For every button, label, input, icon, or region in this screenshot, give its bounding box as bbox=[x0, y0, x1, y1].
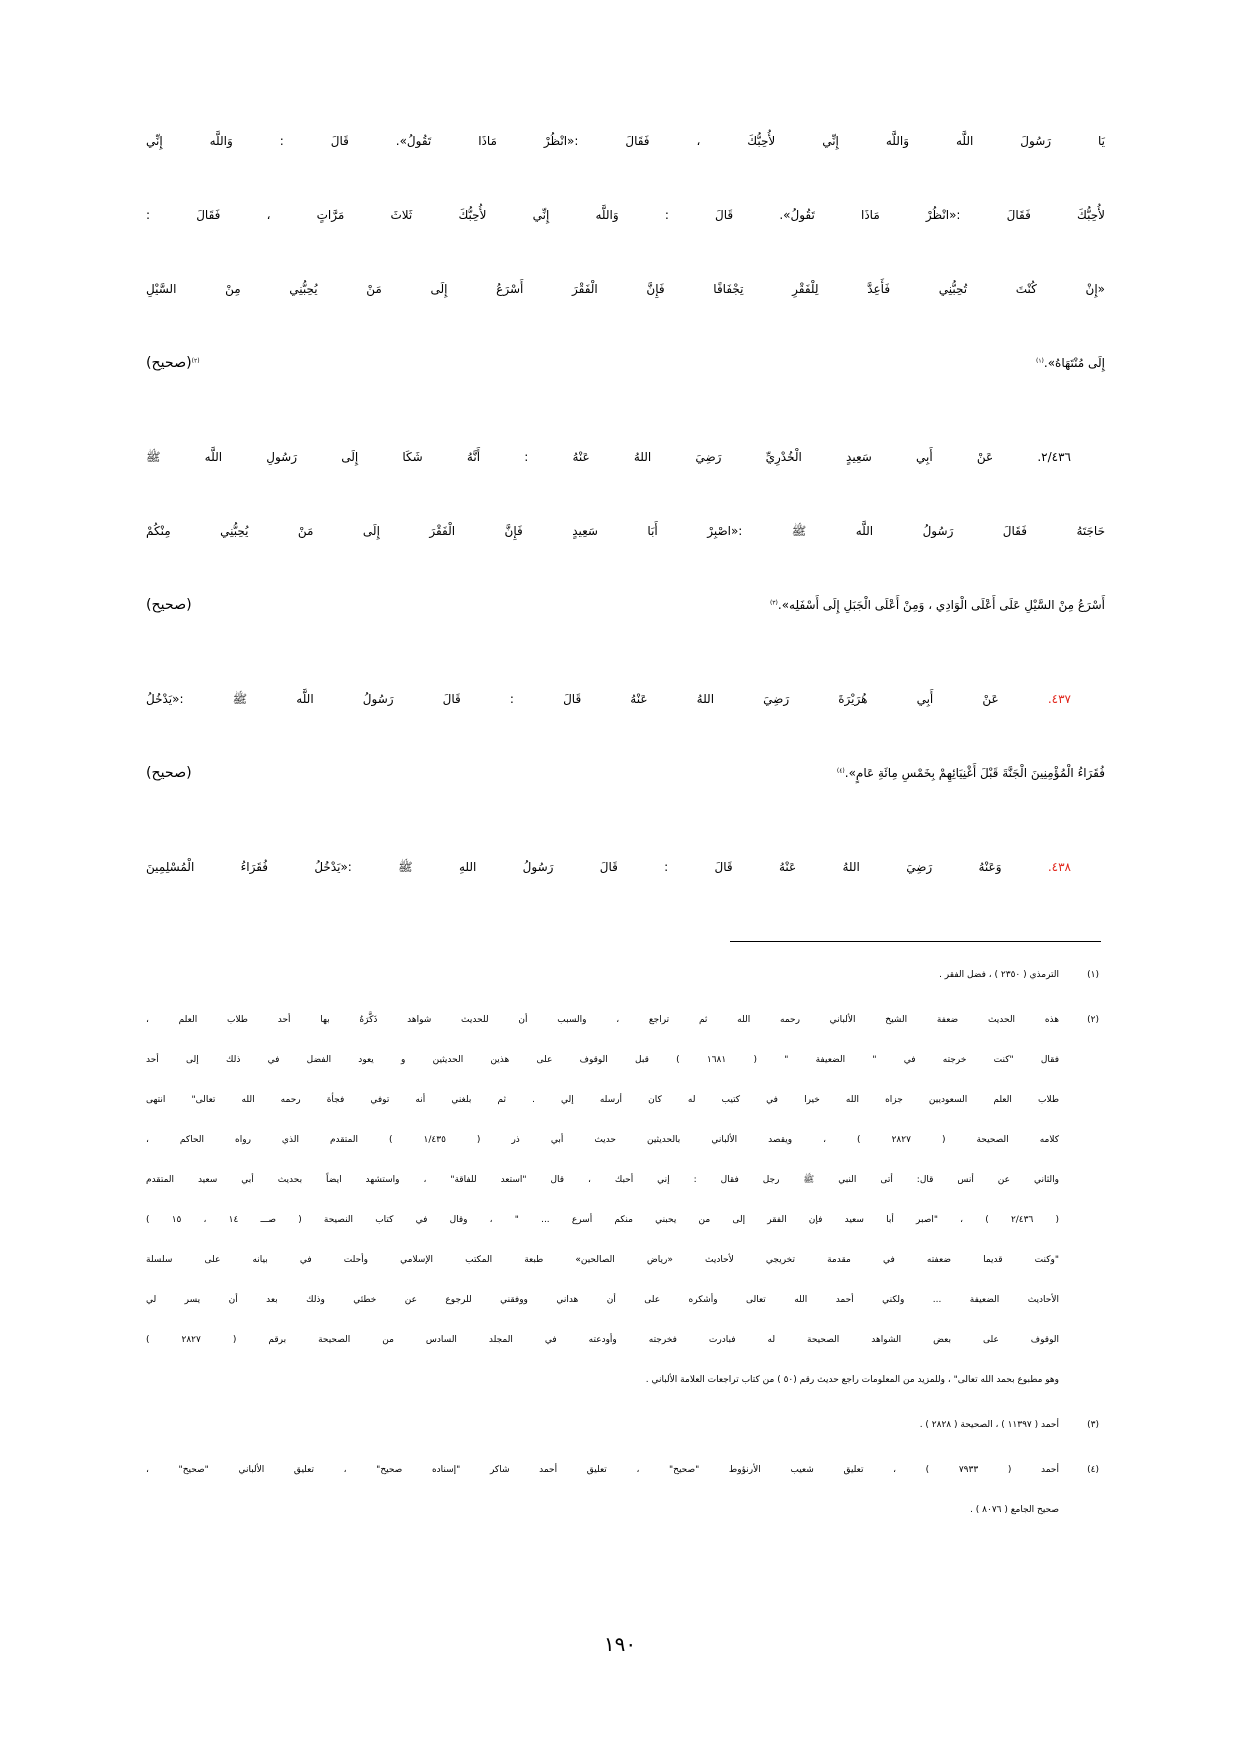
text-segment: عَنْ أَبِي سَعِيدٍ الْخُدْرِيِّ رَضِيَ اللهُ عَنْهُ : أَنَّهُ شَكَا إِلَى رَسُولِ اللَّه ﷺ bbox=[146, 450, 994, 464]
footnote-separator bbox=[730, 941, 1101, 942]
text-segment bbox=[837, 736, 1105, 810]
paragraph-hadith-437 bbox=[146, 662, 1105, 810]
footnote-line bbox=[146, 955, 1099, 995]
footnote-line bbox=[146, 1405, 1099, 1445]
paragraph-hadith-436 bbox=[146, 420, 1105, 642]
footnote-text: أحمد ( ٧٩٣٣ ) ، تعليق شعيب الأرنؤوط "صحيح" ، تعليق أحمد شاكر "إسناده صحيح" ، تعليق الألباني "صحيح" ، bbox=[146, 1465, 1059, 1475]
grade-label: (صحيح) bbox=[146, 355, 192, 371]
footnote-4 bbox=[146, 1450, 1099, 1530]
footnote-text: هذه الحديث ضعفة الشيخ الألباني رحمه الله ثم تراجع ، والسبب أن للحديث شواهد ذَكَّرَهُ بها أحد طلاب العلم ، bbox=[146, 1015, 1059, 1025]
text-line-with-grade bbox=[146, 736, 1105, 810]
main-text bbox=[146, 104, 1105, 924]
footnote-line: الأحاديث الضعيفة ... ولكني أحمد الله تعالى وأشكره على أن هداني ووفقني للرجوع عن خطئي وذلك بعد أن يسر لي bbox=[146, 1295, 1059, 1305]
footnote-ref: (٢) bbox=[191, 357, 200, 365]
paragraph-hadith-continuation bbox=[146, 104, 1105, 400]
footnote-marker: (٢) bbox=[1087, 1015, 1099, 1025]
footnote-line: "وكنت قديما ضعفته في مقدمة تخريجي لأحاديث «رياض الصالحين» طبعة المكتب الإسلامي وأحلت في بيانه على سلسلة bbox=[146, 1255, 1059, 1265]
footnote-marker: (٣) bbox=[1087, 1420, 1099, 1430]
footnote-line: والثاني عن أنس قال: أتى النبي ﷺ رجل فقال : إني أحبك ، قال "استعد للفاقة" ، واستشهد ايضاً بحديث أبي سعيد المتقدم bbox=[146, 1175, 1059, 1185]
footnotes bbox=[146, 955, 1099, 1535]
text-line bbox=[146, 830, 1105, 904]
footnote-line: وهو مطبوع بحمد الله تعالى" ، وللمزيد من المعلومات راجع حديث رقم (٥٠ ) من كتاب تراجعات العلامة الألباني . bbox=[645, 1375, 1059, 1385]
footnote-line: طلاب العلم السعوديين جزاه الله خيرا في كتيب له كان أرسله إلي . ثم بلغني أنه توفي فجأة رحمه الله تعالى" انتهى bbox=[146, 1095, 1059, 1105]
text-line: حَاجَتَهُ فَقَالَ رَسُولُ اللَّه ﷺ :«اصْبِرْ أَبَا سَعِيدٍ فَإِنَّ الْفَقْرَ إِلَى مَنْ يُحِبُّنِي مِنْكُمْ bbox=[146, 524, 1105, 538]
text-line-with-grade bbox=[146, 568, 1105, 642]
footnote-line bbox=[146, 1000, 1099, 1040]
footnote-ref: (١) bbox=[1035, 357, 1044, 365]
hadith-number: ٤٣٧. bbox=[1047, 692, 1071, 706]
page-number: ١٩٠ bbox=[603, 1632, 637, 1656]
grade-group bbox=[146, 326, 200, 400]
footnote-text: الترمذي ( ٢٣٥٠ ) ، فضل الفقر . bbox=[939, 970, 1059, 980]
grade-label: (صحيح) bbox=[146, 597, 192, 613]
footnote-marker: (١) bbox=[1087, 970, 1099, 980]
footnote-1 bbox=[146, 955, 1099, 995]
footnote-line: ( ٢/٤٣٦ ) ، "اصبر أبا سعيد فإن الفقر إلى من يحبني منكم أسرع ... " ، وقال في كتاب النصيحة ( صـــ ١٤ ، ١٥ ) bbox=[146, 1215, 1060, 1225]
text-line-with-grade bbox=[146, 326, 1105, 400]
footnote-text: أحمد ( ١١٣٩٧ ) ، الصحيحة ( ٢٨٢٨ ) . bbox=[919, 1420, 1059, 1430]
text-line: «إِنْ كُنْتَ تُحِبُّنِي فَأَعِدَّ لِلْفَقْرِ تِجْفَافًا فَإِنَّ الْفَقْرَ أَسْرَعُ إِلَى مَنْ يُحِبُّنِي مِنْ السَّيْلِ bbox=[146, 282, 1105, 296]
footnote-ref: (٤) bbox=[836, 767, 845, 775]
footnote-line bbox=[146, 1450, 1099, 1490]
grade-label: (صحيح) bbox=[146, 765, 192, 781]
footnote-ref: (٣) bbox=[769, 599, 778, 607]
text-line bbox=[146, 420, 1105, 494]
text-segment: وَعَنْهُ رَضِيَ اللهُ عَنْهُ قَالَ : قَالَ رَسُولُ اللهِ ﷺ :«يَدْخُلُ فُقَرَاءُ الْمُسْلِمِينَ bbox=[146, 860, 1002, 874]
text-line: يَا رَسُولَ اللَّه وَاللَّه إِنِّي لأُحِبُّكَ ، فَقَالَ :«انْظُرْ مَاذَا تَقُولُ». قَالَ : وَاللَّه إِنِّي bbox=[146, 134, 1105, 148]
text-segment: عَنْ أَبِي هُرَيْرَةَ رَضِيَ اللهُ عَنْهُ قَالَ : قَالَ رَسُولُ اللَّه ﷺ :«يَدْخُلُ bbox=[146, 692, 999, 706]
paragraph-hadith-438 bbox=[146, 830, 1105, 904]
footnote-line: الوقوف على بعض الشواهد الصحيحة له فبادرت فخرجته وأودعته في المجلد السادس من الصحيحة برقم ( ٢٨٢٧ ) bbox=[146, 1335, 1059, 1345]
footnote-3 bbox=[146, 1405, 1099, 1445]
footnote-line: صحيح الجامع ( ٨٠٧٦ ) . bbox=[970, 1505, 1059, 1515]
footnote-line: كلامه الصحيحة ( ٢٨٢٧ ) ، ويقصد الألباني بالحديثين حديث أبي ذر ( ١/٤٣٥ ) المتقدم الذي رواه الحاكم ، bbox=[146, 1135, 1059, 1145]
text-line-end: أَسْرَعُ مِنْ السَّيْلِ عَلَى أَعْلَى الْوَادِي ، وَمِنْ أَعْلَى الْجَبَلِ إِلَى أَسْفَلِه». bbox=[777, 598, 1105, 612]
hadith-number: ٢/٤٣٦. bbox=[1037, 450, 1071, 464]
text-line-end: إِلَى مُنْتَهَاهُ». bbox=[1043, 356, 1105, 370]
footnote-2 bbox=[146, 1000, 1099, 1400]
footnote-line: فقال "كنت خرجته في " الضعيفة " ( ١٦٨١ ) قبل الوقوف على هذين الحديثين و يعود الفضل في ذلك إلى أحد bbox=[146, 1055, 1059, 1065]
text-segment bbox=[1036, 326, 1105, 400]
footnote-marker: (٤) bbox=[1087, 1465, 1099, 1475]
text-segment bbox=[770, 568, 1105, 642]
text-line-end: فُقَرَاءُ الْمُؤْمِنِينَ الْجَنَّةَ قَبْلَ أَغْنِيَائِهِمْ بِخَمْسِ مِائَةِ عَامٍ». bbox=[844, 766, 1105, 780]
hadith-number: ٤٣٨. bbox=[1047, 860, 1071, 874]
text-line bbox=[146, 662, 1105, 736]
text-line: لأُحِبُّكَ فَقَالَ :«انْظُرْ مَاذَا تَقُولُ». قَالَ : وَاللَّه إِنِّي لأُحِبُّكَ ثَلاثَ مَرَّاتٍ ، فَقَالَ : bbox=[146, 208, 1105, 222]
